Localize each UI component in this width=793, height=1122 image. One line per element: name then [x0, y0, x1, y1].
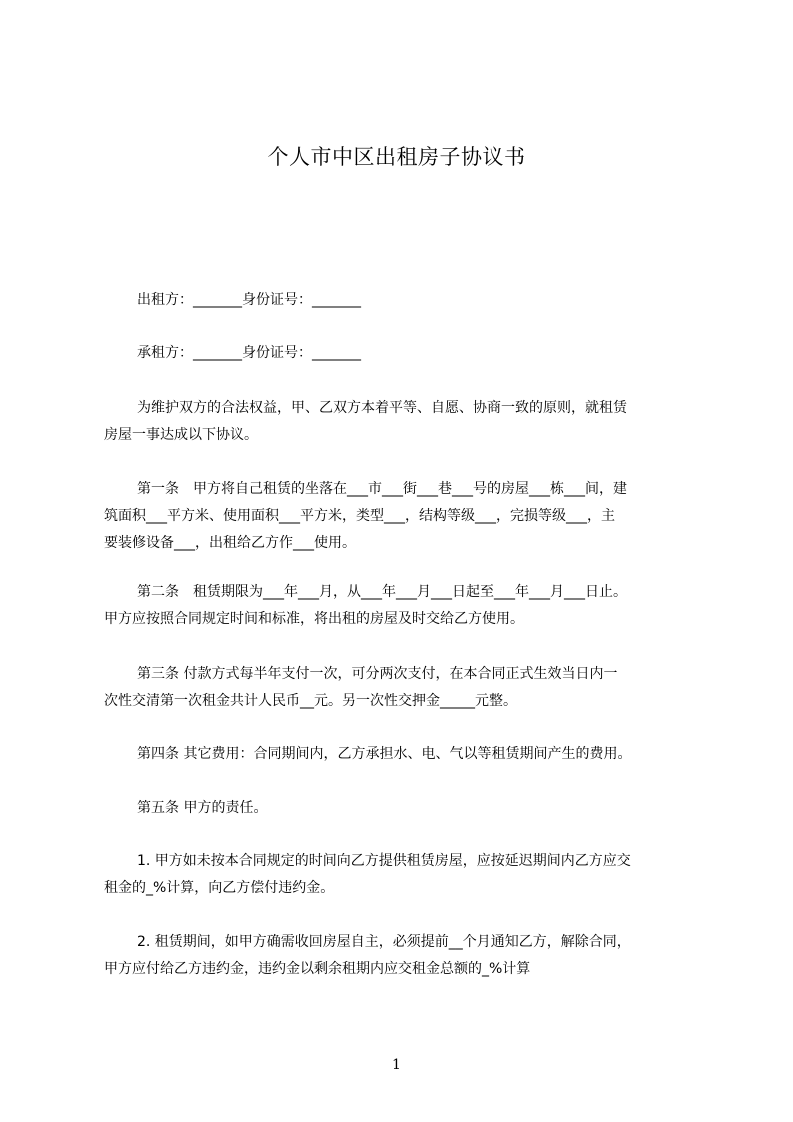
article-3-line-2: 次性交清第一次租金共计人民币__元。另一次性交押金_____元整。 [104, 693, 517, 709]
article-2-line-2: 甲方应按照合同规定时间和标准，将出租的房屋及时交给乙方使用。 [104, 611, 524, 627]
page-number: 1 [392, 1057, 401, 1073]
article-1-line-2: 筑面积___平方米、使用面积___平方米，类型___，结构等级___，完损等级___，主 [104, 508, 615, 524]
article-5-item-2-line-1: 2. 租赁期间，如甲方确需收回房屋自主，必须提前__个月通知乙方，解除合同， [137, 934, 631, 950]
lessor-line: 出租方：_______身份证号：_______ [137, 292, 361, 308]
article-5-item-1-line-2: 租金的_%计算，向乙方偿付违约金。 [104, 880, 335, 896]
article-4-line: 第四条 其它费用：合同期间内，乙方承担水、电、气以等租赁期间产生的费用。 [137, 746, 632, 762]
article-5-heading: 第五条 甲方的责任。 [137, 800, 268, 816]
document-title: 个人市中区出租房子协议书 [267, 145, 526, 169]
article-2-line-1: 第二条 租赁期限为___年___月，从___年___月___日起至___年___月___日止。 [137, 584, 627, 600]
article-1-line-3: 要装修设备___，出租给乙方作___使用。 [104, 535, 356, 551]
article-1-line-1: 第一条 甲方将自己租赁的坐落在___市___街___巷___号的房屋___栋___间，建 [137, 481, 627, 497]
article-3-line-1: 第三条 付款方式每半年支付一次，可分两次支付，在本合同正式生效当日内一 [137, 666, 618, 682]
article-5-item-2-line-2: 甲方应付给乙方违约金，违约金以剩余租期内应交租金总额的_%计算 [104, 961, 531, 977]
article-5-item-1-line-1: 1. 甲方如未按本合同规定的时间向乙方提供租赁房屋，应按延迟期间内乙方应交 [137, 853, 631, 869]
preamble-line-2: 房屋一事达成以下协议。 [104, 427, 258, 443]
lessee-line: 承租方：_______身份证号：_______ [137, 345, 361, 361]
preamble-line-1: 为维护双方的合法权益，甲、乙双方本着平等、自愿、协商一致的原则，就租赁 [137, 400, 627, 416]
